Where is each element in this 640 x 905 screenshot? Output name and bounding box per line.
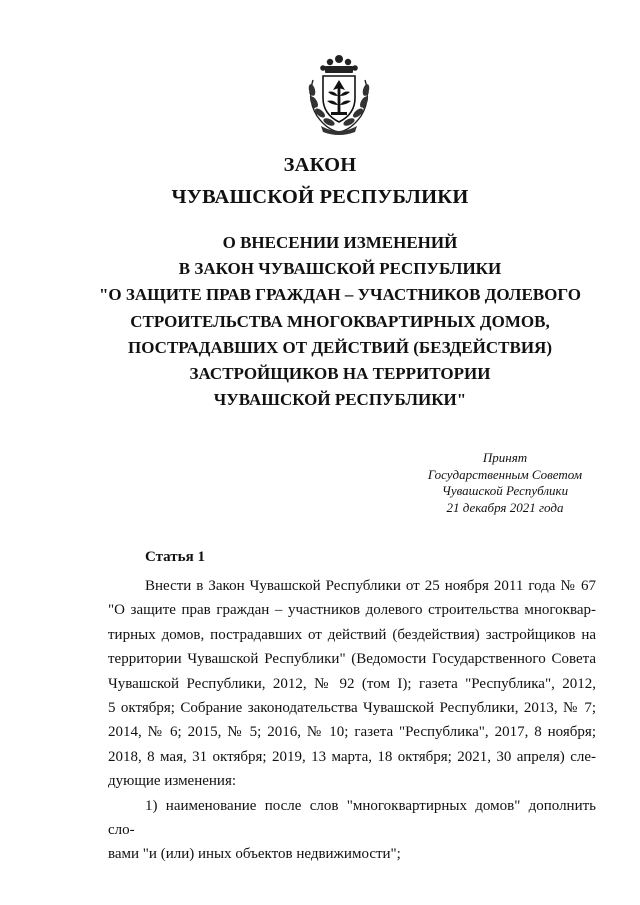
body-line: 1) наименование после слов "многоквартирных домов" дополнить сло- (108, 797, 596, 839)
body-line: 2018, 8 мая, 31 октября; 2019, 13 марта, 18 октября; 2021, 30 апреля) сле- (108, 748, 596, 765)
subtitle-line: ЧУВАШСКОЙ РЕСПУБЛИКИ" (213, 390, 467, 410)
subtitle-line: ЗАСТРОЙЩИКОВ НА ТЕРРИТОРИИ (189, 364, 491, 384)
body-line: 5 октября; Собрание законодательства Чувашской Республики, 2013, № 7; (108, 700, 596, 717)
adoption-note (400, 450, 610, 516)
adoption-date: 21 декабря 2021 года (446, 499, 564, 515)
body-line: 2014, № 6; 2015, № 5; 2016, № 10; газета "Республика", 2017, 8 ноября; (108, 724, 596, 741)
subtitle-line: "О ЗАЩИТЕ ПРАВ ГРАЖДАН – УЧАСТНИКОВ ДОЛЕВОГО (98, 285, 581, 305)
document-issuer: ЧУВАШСКОЙ РЕСПУБЛИКИ (171, 186, 469, 208)
coat-of-arms-icon (303, 50, 375, 136)
adoption-line: Государственным Советом (427, 466, 583, 482)
subtitle-line: О ВНЕСЕНИИ ИЗМЕНЕНИЙ (222, 233, 458, 252)
law-subtitle (60, 230, 620, 413)
subtitle-line: СТРОИТЕЛЬСТВА МНОГОКВАРТИРНЫХ ДОМОВ, (130, 311, 550, 331)
adoption-line: Чувашской Республики (441, 483, 569, 498)
body-line: Внести в Закон Чувашской Республики от 25 ноября 2011 года № 67 (145, 578, 596, 594)
body-line: вами "и (или) иных объектов недвижимости"; (108, 846, 401, 863)
body-line: тирных домов, пострадавших от действий (бездействия) застройщиков на (108, 626, 596, 643)
document-title: ЗАКОН (283, 154, 357, 176)
body-line: дующие изменения: (108, 773, 237, 790)
adoption-line: Принят (482, 450, 528, 465)
article-heading: Статья 1 (145, 549, 205, 565)
body-line: "О защите прав граждан – участников долевого строительства многоквар- (108, 602, 596, 619)
subtitle-line: В ЗАКОН ЧУВАШСКОЙ РЕСПУБЛИКИ (178, 259, 502, 279)
body-line: территории Чувашской Республики" (Ведомости Государственного Совета (108, 651, 596, 668)
body-line: Чувашской Республики, 2012, № 92 (том I); газета "Республика", 2012, (108, 675, 596, 692)
article-body (108, 574, 596, 867)
subtitle-line: ПОСТРАДАВШИХ ОТ ДЕЙСТВИЙ (БЕЗДЕЙСТВИЯ) (128, 337, 552, 357)
